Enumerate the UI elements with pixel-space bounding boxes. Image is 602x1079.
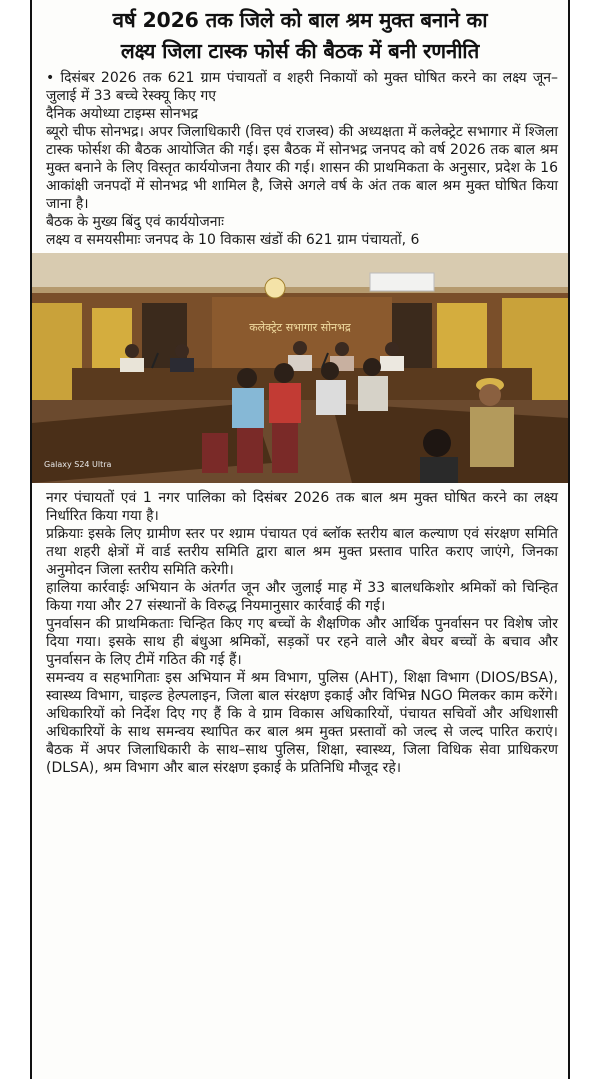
body-paragraph: पुनर्वासन की प्राथमिकताः चिन्हित किए गए बच्चों के शैक्षणिक और आर्थिक पुनर्वासन पर विशेष जोर दिया गया। इसके साथ ही बंधुआ श्रमिकों, सड़कों पर रहने वाले और बेघर बच्चों के बचाव और पुनर्वासन के लिए टीमें गठित की गई हैं।	[46, 616, 558, 668]
subheadline: • दिसंबर 2026 तक 621 ग्राम पंचायतों व शहरी निकायों को मुक्त घोषित करने का लक्ष्य जून–जुलाई में 33 बच्चे रेस्क्यू किए गए	[46, 70, 558, 104]
headline-line-2: लक्ष्य जिला टास्क फोर्स की बैठक में बनी रणनीति	[120, 39, 480, 63]
section-heading: बैठक के मुख्य बिंदु एवं कार्ययोजनाः	[46, 214, 225, 230]
body-paragraph: समन्वय व सहभागिताः इस अभियान में श्रम विभाग, पुलिस (AHT), शिक्षा विभाग (DIOS/BSA), स्वास्थ्य विभाग, चाइल्ड हेल्पलाइन, जिला बाल संरक्षण इकाई और विभिन्न NGO मिलकर काम करेंगे। अधिकारियों को निर्देश दिए गए हैं कि वे ग्राम विकास अधिकारियों, पंचायत सचिवों और अधिशासी अधिकारियों के साथ समन्वय स्थापित कर बाल श्रम मुक्त प्रस्तावों को जल्द से जल्द पारित कराएं। बैठक में अपर जिलाधिकारी के साथ–साथ पुलिस, शिक्षा, स्वास्थ्य, जिला विधिक सेवा प्राधिकरण (DLSA), श्रम विभाग और बाल संरक्षण इकाई के प्रतिनिधि मौजूद रहे।	[46, 670, 558, 776]
headline	[36, 5, 564, 67]
camera-watermark: Galaxy S24 Ultra	[44, 460, 112, 469]
headline-line-1: वर्ष 2026 तक जिले को बाल श्रम मुक्त बनाने का	[112, 8, 488, 32]
wall-sign: कलेक्ट्रेट सभागार सोनभद्र	[249, 321, 351, 334]
meeting-photo-illustration	[32, 253, 568, 483]
body-paragraph: नगर पंचायतों एवं 1 नगर पालिका को दिसंबर 2026 तक बाल श्रम मुक्त घोषित करने का लक्ष्य निर्धारित किया गया है।	[46, 490, 558, 524]
article-body-top	[32, 69, 568, 249]
dateline: दैनिक अयोध्या टाइम्स सोनभद्र	[46, 106, 199, 122]
newspaper-clipping	[30, 0, 570, 1079]
article-body-bottom	[32, 489, 568, 777]
body-paragraph: हालिया कार्रवाईः अभियान के अंतर्गत जून और जुलाई माह में 33 बालधकिशोर श्रमिकों को चिन्हित किया गया और 27 संस्थानों के विरुद्ध नियमानुसार कार्रवाई की गई।	[46, 580, 558, 614]
body-paragraph: लक्ष्य व समयसीमाः जनपद के 10 विकास खंडों की 621 ग्राम पंचायतों, 6	[46, 232, 420, 248]
body-paragraph: प्रक्रियाः इसके लिए ग्रामीण स्तर पर श्ग्राम पंचायत एवं ब्लॉक स्तरीय बाल कल्याण एवं संरक्षण समिति तथा शहरी क्षेत्रों में वार्ड स्तरीय समिति द्वारा बाल श्रम मुक्त प्रस्ताव पारित कराए जाएंगे, जिनका अनुमोदन जिला स्तरीय समिति करेगी।	[46, 526, 558, 578]
meeting-photo	[32, 253, 568, 483]
body-paragraph: ब्यूरो चीफ सोनभद्र। अपर जिलाधिकारी (वित्त एवं राजस्व) की अध्यक्षता में कलेक्ट्रेट सभागार में श्जिला टास्क फोर्सश की बैठक आयोजित की गई। इस बैठक में सोनभद्र जनपद को वर्ष 2026 तक बाल श्रम मुक्त बनाने के लिए विस्तृत कार्ययोजना तैयार की गई। शासन की प्राथमिकता के अनुसार, प्रदेश के 16 आकांक्षी जनपदों में सोनभद्र भी शामिल है, जिसे अगले वर्ष के अंत तक बाल श्रम मुक्त घोषित किया जाना है।	[46, 124, 558, 212]
